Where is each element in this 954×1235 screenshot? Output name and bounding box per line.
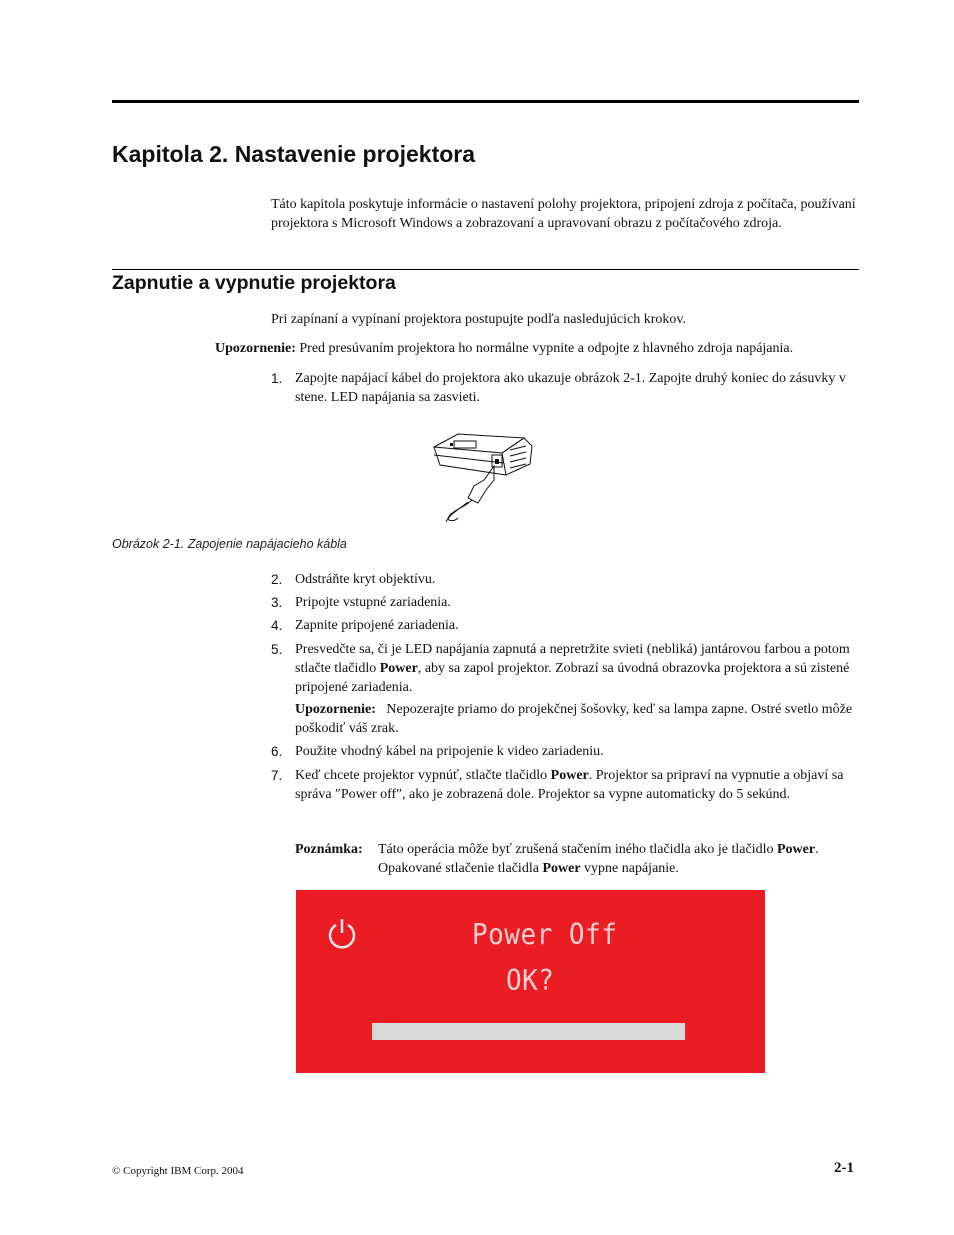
step-text: Zapojte napájací kábel do projektora ako ukazuje obrázok 2-1. Zapojte druhý koniec do zásuvky v stene. LED napájania sa zasvieti.	[295, 371, 846, 405]
power-term: Power	[550, 768, 589, 783]
power-off-osd	[296, 890, 765, 1073]
projector-panel	[454, 441, 476, 448]
osd-prompt: OK?	[506, 965, 555, 998]
page-number: 2-1	[834, 1160, 854, 1176]
warning-label: Upozornenie:	[295, 702, 376, 717]
step-number: 7.	[271, 768, 283, 783]
power-term: Power	[379, 661, 418, 676]
warning-label: Upozornenie:	[215, 341, 296, 356]
step-4	[271, 616, 861, 635]
step-2	[271, 570, 861, 589]
note-label: Poznámka:	[295, 842, 363, 857]
intro-paragraph: Táto kapitola poskytuje informácie o nastavení polohy projektora, pripojení zdroja z počítača, používaní projektora s Microsoft Windows a zobrazovaní a upravovaní obrazu z počítačového zdroja.	[271, 197, 856, 231]
panel-indicator	[450, 443, 453, 446]
chapter-title: Kapitola 2. Nastavenie projektora	[112, 141, 476, 167]
power-cable	[448, 500, 472, 521]
step-text: Keď chcete projektor vypnúť, stlačte tlačidlo	[295, 768, 551, 783]
copyright: © Copyright IBM Corp. 2004	[112, 1165, 244, 1177]
step-6	[271, 742, 861, 761]
lead-paragraph: Pri zapínaní a vypínaní projektora postupujte podľa nasledujúcich krokov.	[271, 312, 686, 327]
step-number: 2.	[271, 572, 283, 587]
warning-lamp	[295, 700, 861, 738]
projector-power-cable-figure	[428, 428, 544, 524]
step-number: 3.	[271, 595, 283, 610]
step-text-continued: , aby sa zapol projektor. Zobrazí sa úvodná obrazovka projektora a sú zistené pripojené zariadenia.	[295, 661, 850, 695]
warning-text: Nepozerajte priamo do projekčnej šošovky, keď sa lampa zapne. Ostré svetlo môže poškodiť váš zrak.	[295, 702, 856, 736]
step-3	[271, 593, 861, 612]
figure-caption: Obrázok 2-1. Zapojenie napájacieho kábla	[112, 537, 347, 551]
projector-seam	[434, 455, 504, 463]
step-number: 4.	[271, 618, 283, 633]
section-title: Zapnutie a vypnutie projektora	[112, 272, 396, 294]
step-text: Použite vhodný kábel na pripojenie k video zariadeniu.	[295, 744, 604, 759]
section-rule	[112, 269, 859, 270]
vent-grille	[510, 446, 526, 468]
step-text: Odstráňte kryt objektívu.	[295, 572, 436, 587]
step-text: Pripojte vstupné zariadenia.	[295, 595, 451, 610]
step-7	[271, 766, 861, 804]
step-number: 5.	[271, 642, 283, 657]
note-text-end: vypne napájanie.	[580, 861, 679, 876]
top-rule	[112, 100, 859, 103]
step-text-continued: . Projektor sa pripraví na vypnutie a objaví sa správa ″Power off″, ako je zobrazená dole. Projektor sa vypne automaticky do 5 sekúnd.	[295, 768, 844, 802]
osd-progress-bar	[372, 1023, 685, 1040]
step-text: Zapnite pripojené zariadenia.	[295, 618, 459, 633]
note	[295, 840, 865, 878]
note-text: Táto operácia môže byť zrušená stačením iného tlačidla ako je tlačidlo	[378, 842, 777, 857]
warning-text: Pred presúvaním projektora ho normálne vypnite a odpojte z hlavného zdroja napájania.	[295, 341, 794, 356]
osd-title: Power Off	[472, 919, 618, 952]
step-5	[271, 640, 861, 697]
step-number: 6.	[271, 744, 283, 759]
step-1	[271, 369, 861, 407]
warning-move	[215, 339, 865, 358]
projector-front	[502, 438, 532, 475]
socket-pins	[495, 459, 499, 464]
power-term: Power	[776, 842, 816, 857]
note-text-mid: . Opakované stlačenie tlačidla	[378, 842, 819, 876]
power-icon	[326, 917, 358, 951]
step-number: 1.	[271, 371, 283, 386]
step-text: Presvedčte sa, či je LED napájania zapnutá a nepretržite svieti (nebliká) jantárovou farbou a potom stlačte tlačidlo	[295, 642, 850, 676]
power-term: Power	[542, 861, 581, 876]
